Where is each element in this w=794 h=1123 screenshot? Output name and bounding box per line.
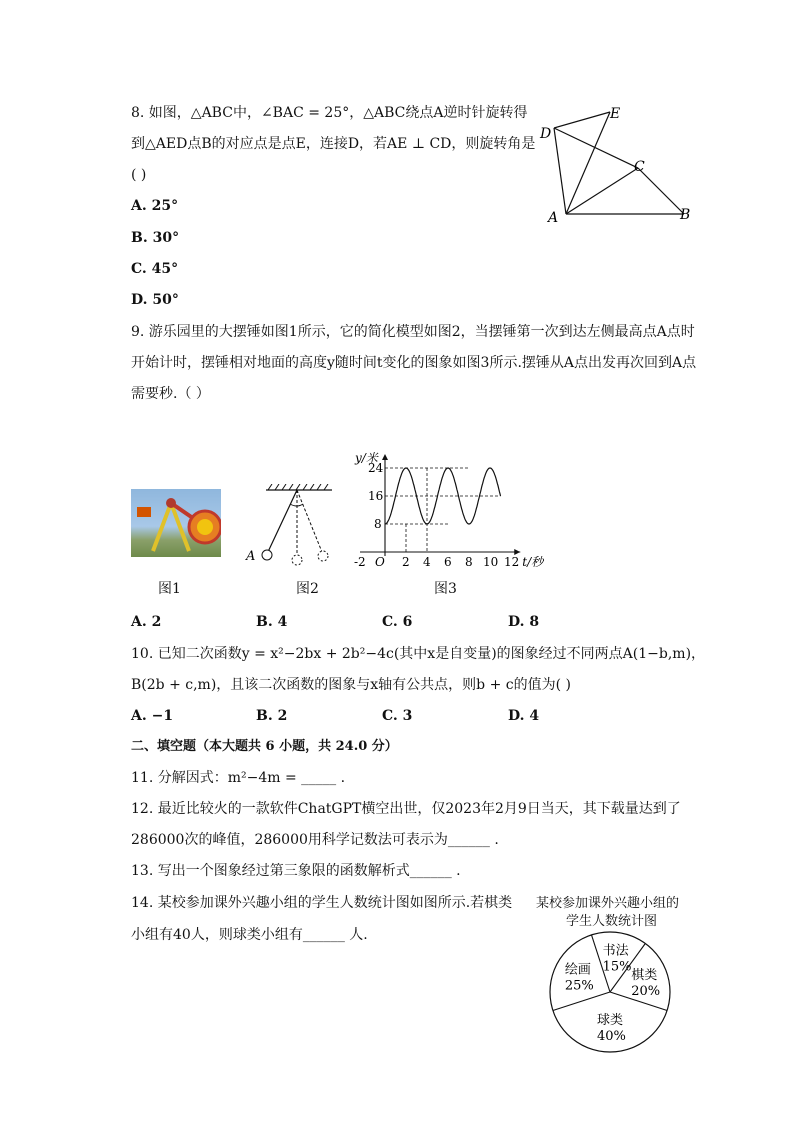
q14-line2: 小组有40人，则球类小组有______ 人. bbox=[131, 927, 368, 943]
x-tick-label: 2 bbox=[402, 555, 410, 569]
segment-ac bbox=[566, 168, 638, 214]
x-tick-label: 10 bbox=[483, 555, 499, 569]
q9-line2: 开始计时，摆锤相对地面的高度y随时间t变化的图象如图3所示.摆锤从A点出发再次回到A点 bbox=[131, 355, 697, 371]
segment-de bbox=[554, 112, 610, 128]
x-tick-label: -2 bbox=[354, 555, 366, 569]
q9-line3: 需要秒.（ ） bbox=[131, 386, 210, 402]
pendulum-model-figure bbox=[240, 484, 340, 568]
segment-ad bbox=[554, 128, 566, 214]
q9-option-c: C. 6 bbox=[382, 614, 413, 630]
q10-line1: 10. 已知二次函数y = x²−2bx + 2b²−4c(其中x是自变量)的图象经过不同两点A(1−b,m)， bbox=[131, 646, 706, 662]
point-label-c: C bbox=[634, 159, 645, 175]
fig2-label-a: A bbox=[246, 549, 256, 564]
segment-dc bbox=[554, 128, 638, 168]
point-label-b: B bbox=[680, 207, 691, 223]
segment-cb bbox=[638, 168, 684, 214]
pie-slice-percent: 15% bbox=[602, 959, 632, 975]
point-label-d: D bbox=[540, 126, 552, 142]
q8-line3: ( ) bbox=[131, 167, 147, 183]
q9-option-b: B. 4 bbox=[256, 614, 288, 630]
pie-slice-percent: 20% bbox=[631, 983, 661, 999]
q8-option-c: C. 45° bbox=[131, 261, 179, 277]
q9-option-a: A. 2 bbox=[131, 614, 162, 630]
x-axis-label: t/秒 bbox=[522, 555, 544, 569]
interest-group-pie-chart bbox=[546, 930, 676, 1060]
y-axis-label: y/米 bbox=[355, 451, 378, 465]
height-time-chart bbox=[345, 446, 545, 576]
q13-line1: 13. 写出一个图象经过第三象限的函数解析式______ . bbox=[131, 863, 461, 879]
origin-label: O bbox=[375, 555, 385, 569]
pie-slice-label: 书法 bbox=[602, 943, 629, 959]
fig1-caption: 图1 bbox=[158, 581, 181, 597]
x-tick-label: 12 bbox=[504, 555, 520, 569]
pie-slice-percent: 40% bbox=[597, 1029, 626, 1044]
q10-option-b: B. 2 bbox=[256, 708, 288, 724]
q10-option-a: A. −1 bbox=[131, 708, 174, 724]
q8-option-b: B. 30° bbox=[131, 230, 180, 246]
pie-slice-label: 绘画 bbox=[564, 962, 591, 978]
fig2-caption: 图2 bbox=[296, 581, 319, 597]
q8-line1: 8. 如图，△ABC中，∠BAC = 25°，△ABC绕点A逆时针旋转得 bbox=[131, 105, 528, 121]
q8-line2: 到△AED点B的对应点是点E，连接D，若AE ⊥ CD，则旋转角是 bbox=[131, 136, 536, 152]
q12-line1: 12. 最近比较火的一款软件ChatGPT横空出世，仅2023年2月9日当天，其下载量达到了 bbox=[131, 801, 681, 817]
fig3-caption: 图3 bbox=[434, 581, 457, 597]
y-tick-label: 16 bbox=[368, 489, 384, 503]
segment-ae bbox=[566, 112, 610, 214]
y-tick-label: 24 bbox=[368, 461, 384, 475]
x-tick-label: 8 bbox=[465, 555, 473, 569]
q10-line2: B(2b + c,m)，且该二次函数的图象与x轴有公共点，则b + c的值为( ) bbox=[131, 677, 571, 693]
y-tick-label: 8 bbox=[374, 517, 382, 531]
point-label-a: A bbox=[548, 210, 559, 226]
pie-slice-label: 球类 bbox=[597, 1013, 624, 1028]
q10-option-d: D. 4 bbox=[508, 708, 540, 724]
x-tick-label: 4 bbox=[423, 555, 431, 569]
x-tick-label: 6 bbox=[444, 555, 452, 569]
q11-line1: 11. 分解因式：m²−4m = _____ . bbox=[131, 770, 346, 786]
q9-line1: 9. 游乐园里的大摆锤如图1所示，它的简化模型如图2，当摆锤第一次到达左侧最高点A点时 bbox=[131, 324, 695, 340]
q10-option-c: C. 3 bbox=[382, 708, 413, 724]
y-axis-arrow bbox=[382, 454, 388, 460]
section2-heading: 二、填空题（本大题共 6 小题，共 24.0 分） bbox=[131, 739, 398, 754]
point-label-e: E bbox=[610, 106, 621, 122]
q12-line2: 286000次的峰值，286000用科学记数法可表示为______ . bbox=[131, 832, 499, 848]
pie-slice-label: 棋类 bbox=[631, 967, 658, 983]
pendulum-ride-photo bbox=[131, 489, 221, 557]
q8-triangle-figure bbox=[530, 100, 700, 230]
q14-line1: 14. 某校参加课外兴趣小组的学生人数统计图如图所示.若棋类 bbox=[131, 895, 513, 911]
pie-title-line1: 某校参加课外兴趣小组的 bbox=[536, 896, 680, 911]
pie-title-line2: 学生人数统计图 bbox=[566, 914, 658, 929]
q8-option-d: D. 50° bbox=[131, 292, 179, 308]
q8-option-a: A. 25° bbox=[131, 198, 179, 214]
pie-slice-percent: 25% bbox=[564, 978, 594, 994]
q9-option-d: D. 8 bbox=[508, 614, 540, 630]
